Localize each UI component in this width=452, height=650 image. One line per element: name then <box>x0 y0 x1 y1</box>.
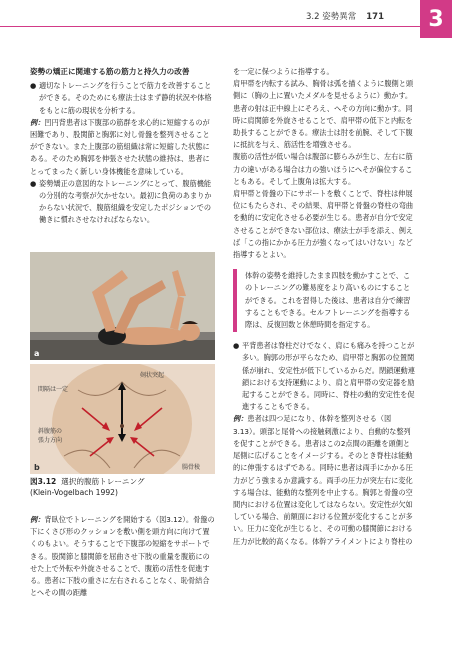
paragraph: 腹筋の活性が低い場合は腹部に膨らみが生じ、左右に筋力の違いがある場合は力の強いほうにへそが偏位することもある。そして上腹角は拡大する。 <box>233 152 413 186</box>
paragraph: 肩甲帯を内転する試み、胸骨は弧を描くように腹側と頭側に（胸の上に置いたメダルを見せるように）動かす。患者の射は正中線上にそろえ、へその方向に動かす。同時に肩関節を外旋させることで、肩甲帯の低下と内転を助長することができる。療法士は肘を前腕、そして下腹に抵抗を与え、筋活性を増強させる。 <box>233 79 414 150</box>
bullet-item <box>233 340 416 413</box>
figure-3-12 <box>30 252 215 492</box>
callout-box: 体幹の姿勢を維持したまま四肢を動かすことで、このトレーニングの難易度をより高いものにすることができる。これを習得した後は、患者は自分で練習することもできる。セルフトレーニングを指導する際は、反復回数と休憩時間を指定する。 <box>233 269 416 332</box>
exercise-illustration <box>30 252 215 360</box>
caption-number: 図3.12 <box>30 477 57 486</box>
example-text: 凹円背患者は下腹部の筋群を求心的に短縮するのが困難であり、股関節と胸郭に対し骨盤を整列させることができない。また上腹部の筋組織は常に短縮した状態にある。そのため胸郭を伸張させた状態の維持は、患者にとってまったく新しい身体機能を意味している。 <box>30 117 210 176</box>
page-number: 171 <box>366 12 384 22</box>
bullet-text: 平背患者は脊柱だけでなく、肩にも痛みを持つことが多い。胸郭の形が平らなため、肩甲帯と胸郭の位置関係が崩れ、安定性が低下しているからだ。閉鎖運動連鎖における支持運動により、肩と肩甲帯の安定器を励起することができる。同時に、脊柱の動的安定性を促進することもできる。 <box>242 341 415 412</box>
oblique-tension-note: 斜腹筋の 張力方向 <box>38 428 63 444</box>
header-rule <box>0 26 420 27</box>
bullet-item <box>30 178 215 227</box>
running-head <box>306 10 384 22</box>
right-column <box>233 66 416 548</box>
bullet-item <box>30 80 215 117</box>
bullet-text: 適切なトレーニングを行うことで筋力を改善することができる。そのためにも療法士はまず静的状況や体格をもとに筋の現状を分析する。 <box>39 81 212 115</box>
panel-a-label: a <box>34 349 40 358</box>
figure-panel-b <box>30 364 215 474</box>
example-label: 例： <box>30 117 45 127</box>
bullet-icon: ● <box>30 81 37 91</box>
constant-distance-note: 間隔は一定 <box>38 386 69 393</box>
example-label: 例： <box>30 515 45 524</box>
paragraph: を一定に保つように指導する。 <box>233 67 334 76</box>
bullet-icon: ● <box>30 178 37 188</box>
example-text: 背臥位でトレーニングを開始する（図3.12）。骨盤の下にくさび形のクッションを敷い側を頭方向に向けて置くのもよい。そうすることで下腹部の短縮をサポートできる。股関節と膝関節を屈曲させ下肢の重量を腹筋にのせた上で外転や外旋させることで、腹筋の活性を促進する。患者に下肢の重さに左右されることなく、恥骨結合とへその間の距離 <box>30 515 215 598</box>
subheading: 姿勢の矯正に関連する筋の筋力と持久力の改善 <box>30 67 190 76</box>
figure-caption <box>30 477 215 498</box>
left-column-top <box>30 66 215 227</box>
example-text: 患者は四つ足になり、体幹を整列させる（図3.13）。頭部と尾骨への接触刺激により、自動的な整列を促すことができる。患者はこの2点間の距離を頭側と尾側に広げることをイメージする。そのとき脊柱は能動的に伸張するはずである。同時に患者は両手にかかる圧力がどう強まるか意識する。両手の圧力が突左右に変化する場合は、能動的な整列を中止する。胸郭と骨盤の空間内における位置は変化してはならない。安定性が欠如している場合、前額面における位置が変化することが多い。圧力に変化が生じると、その可動の膝関節における圧力が比較的高くなる。体幹アライメントにより脊柱の <box>233 414 413 546</box>
example-paragraph <box>30 117 215 178</box>
chapter-tab: 3 <box>420 0 452 38</box>
example-paragraph <box>233 413 416 547</box>
section-title: 3.2 姿勢異常 <box>306 12 357 22</box>
bullet-icon: ● <box>233 341 240 351</box>
paragraph: 肩甲帯と骨盤の下にサポートを敷くことで、脊柱は伸展位にもたらされ、その結果、肩甲帯と骨盤の脊柱の弯曲を動的に安定化させる必要が生じる。患者が自分で安定させることができない部位は、療法士が手を添え、例えば「この指にかかる圧力が強くなってはいけない」など指導するとよい。 <box>233 189 414 260</box>
abdomen-diagram <box>30 364 215 474</box>
caption-title: 選択的腹筋トレーニング <box>61 477 145 486</box>
figure-panel-a <box>30 252 215 360</box>
example-paragraph <box>30 514 215 599</box>
panel-b-label: b <box>34 463 40 472</box>
example-label: 例： <box>233 414 248 424</box>
bullet-text: 姿勢矯正の意図的なトレーニングにとって、腹筋機能の分別的な考察が欠かせない。最初に負荷のあまりかからない状況で、腹筋組織を安定したポジションでの働きに慣れさせなければならない。 <box>39 178 212 225</box>
iliac-crest-note: 腸骨稜 <box>182 464 201 471</box>
caption-source: (Klein-Vogelbach 1992) <box>30 487 118 497</box>
xiphoid-note: 剣状突起 <box>140 372 165 379</box>
left-column-bottom <box>30 514 215 599</box>
